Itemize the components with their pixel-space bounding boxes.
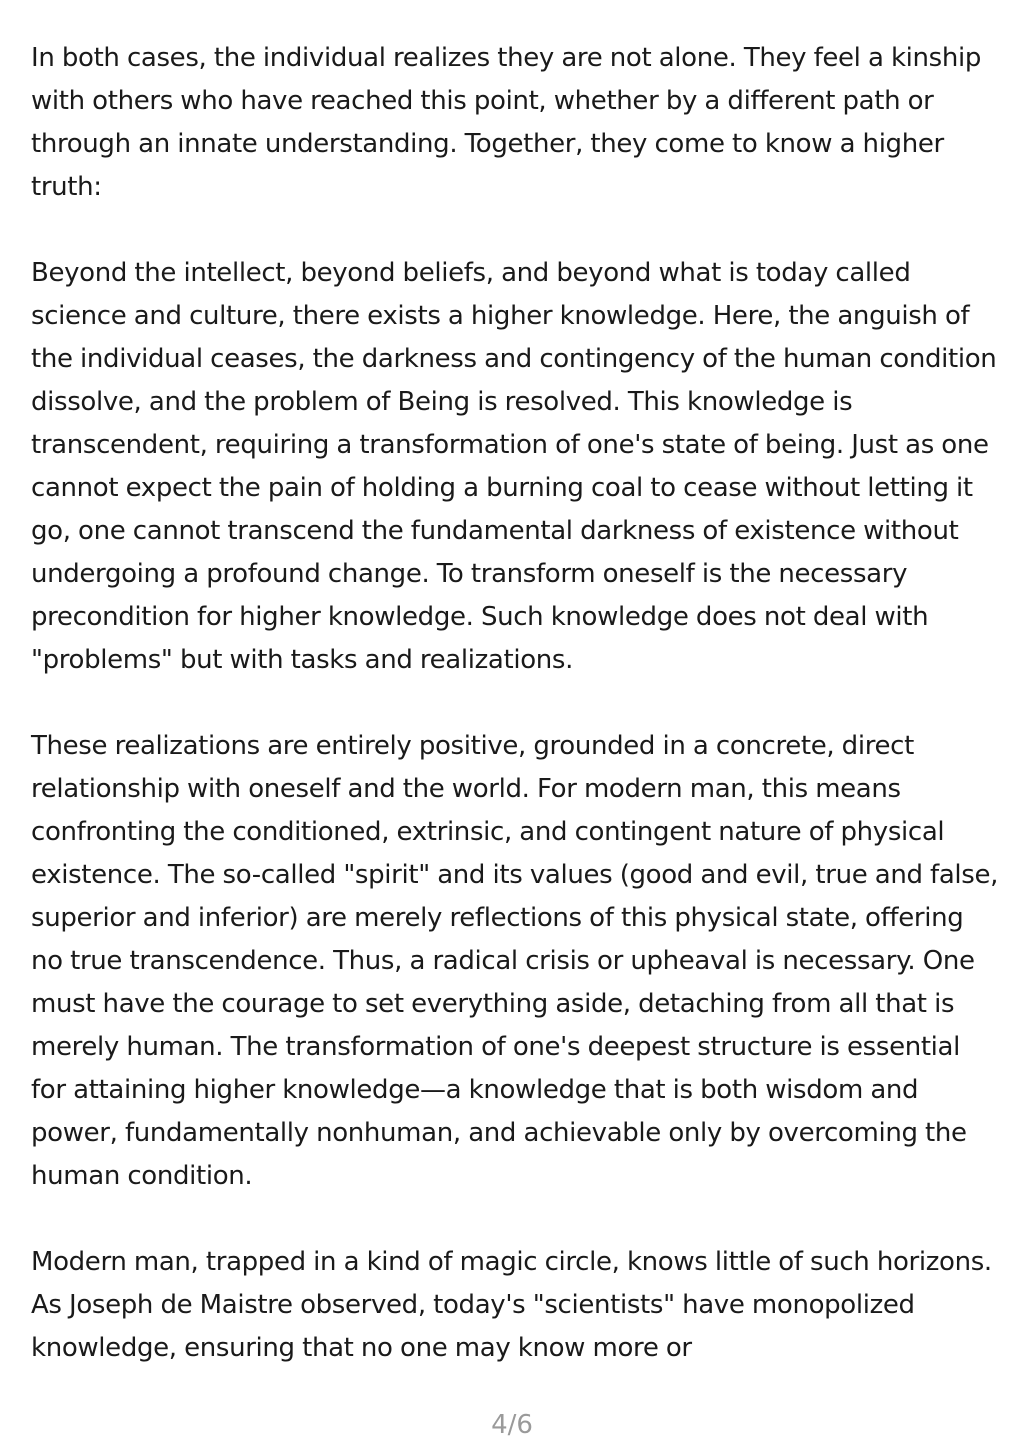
paragraph-3: These realizations are entirely positive, grounded in a concrete, direct relationship with oneself and the world. For modern man, this means confronting the conditioned, extrinsic, and contingent nature of physical existence. The so-called "spirit" and its values (good and evil, true and false, superior and inferior) are merely reflections of this physical state, offering no true transcendence. Thus, a radical crisis or upheaval is necessary. One must have the courage to set everything aside, detaching from all that is merely human. The transformation of one's deepest structure is essential for attaining higher knowledge—a knowledge that is both wisdom and power, fundamentally nonhuman, and achievable only by overcoming the human condition.	[31, 731, 999, 1191]
paragraph-2: Beyond the intellect, beyond beliefs, and beyond what is today called science and culture, there exists a higher knowledge. Here, the anguish of the individual ceases, the darkness and contingency of the human condition dissolve, and the problem of Being is resolved. This knowledge is transcendent, requiring a transformation of one's state of being. Just as one cannot expect the pain of holding a burning coal to cease without letting it go, one cannot transcend the fundamental darkness of existence without undergoing a profound change. To transform oneself is the necessary precondition for higher knowledge. Such knowledge does not deal with "problems" but with tasks and realizations.	[31, 258, 997, 675]
page-indicator: 4/6	[491, 1410, 533, 1440]
paragraph-1: In both cases, the individual realizes they are not alone. They feel a kinship with others who have reached this point, whether by a different path or through an innate understanding. Together, they come to know a higher truth:	[31, 43, 982, 202]
paragraph-4: Modern man, trapped in a kind of magic circle, knows little of such horizons. As Joseph de Maistre observed, today's "scientists" have monopolized knowledge, ensuring that no one may know more or	[31, 1247, 992, 1363]
document-body	[31, 37, 1001, 1370]
